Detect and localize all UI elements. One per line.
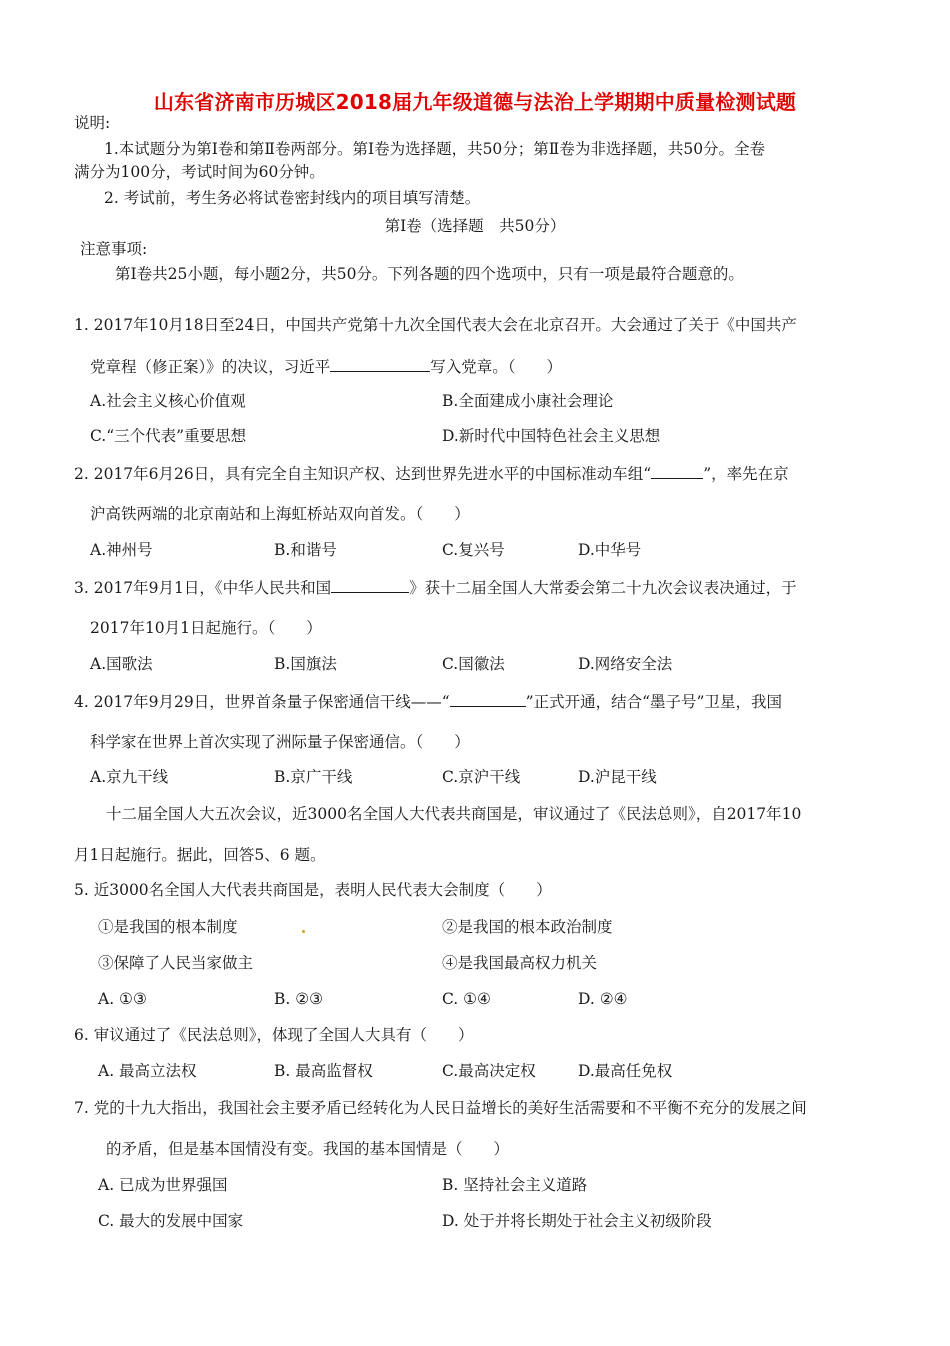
q2-stem-line-1 (74, 463, 789, 483)
q3-option-b: B.国旗法 (274, 655, 337, 673)
q3-stem-line-1-end: 》获十二届全国人大常委会第二十九次会议表决通过，于 (409, 579, 797, 597)
q3-stem-line-2: 2017年10月1日起施行。（ ） (90, 619, 322, 637)
q2-answer-blank (651, 463, 703, 479)
q5-option-c: C. ①④ (442, 990, 491, 1008)
q3-stem-line-1-start: 3. 2017年9月1日，《中华人民共和国 (74, 579, 332, 597)
passage-line-1: 十二届全国人大五次会议，近3000名全国人大代表共商国是，审议通过了《民法总则》，自2017年10 (106, 805, 802, 823)
exam-title: 山东省济南市历城区2018届九年级道德与法治上学期期中质量检测试题 (153, 90, 797, 114)
q5-statement-4: ④是我国最高权力机关 (442, 954, 598, 972)
notes-label: 注意事项: (80, 240, 148, 258)
q1-option-d: D.新时代中国特色社会主义思想 (442, 427, 661, 445)
q5-option-d: D. ②④ (578, 990, 628, 1008)
q4-option-a: A.京九干线 (90, 768, 169, 786)
q4-stem-line-2: 科学家在世界上首次实现了洲际量子保密通信。（ ） (90, 733, 470, 751)
q7-option-a: A. 已成为世界强国 (98, 1176, 228, 1194)
q2-option-d: D.中华号 (578, 541, 642, 559)
q1-answer-blank (330, 356, 430, 372)
q6-option-c: C.最高决定权 (442, 1062, 536, 1080)
q4-stem-line-1 (74, 691, 782, 711)
q5-option-b: B. ②③ (274, 990, 324, 1008)
q7-option-c: C. 最大的发展中国家 (98, 1212, 244, 1230)
instructions-label: 说明: (74, 114, 111, 132)
q3-option-c: C.国徽法 (442, 655, 505, 673)
q5-statement-2: ②是我国的根本政治制度 (442, 918, 613, 936)
q6-stem: 6. 审议通过了《民法总则》，体现了全国人大具有（ ） (74, 1026, 474, 1044)
q2-stem-line-1-end: ”，率先在京 (703, 465, 789, 483)
q7-stem-line-1: 7. 党的十九大指出，我国社会主要矛盾已经转化为人民日益增长的美好生活需要和不平衡不充分的发展之间 (74, 1099, 807, 1117)
q1-stem-line-1: 1. 2017年10月18日至24日，中国共产党第十九次全国代表大会在北京召开。大会通过了关于《中国共产 (74, 316, 797, 334)
decorative-speck (302, 930, 305, 933)
instruction-item-1-line-1: 1.本试题分为第Ⅰ卷和第Ⅱ卷两部分。第Ⅰ卷为选择题，共50分；第Ⅱ卷为非选择题，共50分。全卷 (104, 140, 766, 158)
q4-option-b: B.京广干线 (274, 768, 353, 786)
q4-answer-blank (450, 691, 526, 707)
q5-statement-3: ③保障了人民当家做主 (98, 954, 254, 972)
q5-statement-1: ①是我国的根本制度 (98, 918, 238, 936)
q4-stem-line-1-end: ”正式开通，结合“墨子号”卫星，我国 (525, 693, 782, 711)
q7-option-d: D. 处于并将长期处于社会主义初级阶段 (442, 1212, 712, 1230)
q3-stem-line-1 (74, 577, 797, 597)
q3-answer-blank (331, 577, 409, 593)
q1-stem-line-2-start: 党章程（修正案）》的决议，习近平 (90, 358, 331, 376)
q1-option-c: C.“三个代表”重要思想 (90, 427, 247, 445)
q1-option-b: B.全面建成小康社会理论 (442, 392, 614, 410)
q2-option-c: C.复兴号 (442, 541, 505, 559)
instruction-item-1-line-2: 满分为100分，考试时间为60分钟。 (74, 163, 325, 181)
q7-stem-line-2: 的矛盾，但是基本国情没有变。我国的基本国情是（ ） (106, 1140, 510, 1158)
q1-option-a: A.社会主义核心价值观 (90, 392, 246, 410)
q6-option-d: D.最高任免权 (578, 1062, 673, 1080)
q2-stem-line-2: 沪高铁两端的北京南站和上海虹桥站双向首发。（ ） (90, 505, 470, 523)
q1-stem-line-2 (90, 356, 562, 376)
q2-option-b: B.和谐号 (274, 541, 337, 559)
instruction-item-2: 2. 考试前，考生务必将试卷密封线内的项目填写清楚。 (104, 189, 481, 207)
q6-option-a: A. 最高立法权 (98, 1062, 197, 1080)
q6-option-b: B. 最高监督权 (274, 1062, 373, 1080)
q4-stem-line-1-start: 4. 2017年9月29日，世界首条量子保密通信干线——“ (74, 693, 450, 711)
q3-option-a: A.国歌法 (90, 655, 153, 673)
notes-text: 第Ⅰ卷共25小题，每小题2分，共50分。下列各题的四个选项中，只有一项是最符合题意的。 (115, 265, 744, 283)
passage-line-2: 月1日起施行。据此，回答5、6 题。 (74, 846, 326, 864)
q7-option-b: B. 坚持社会主义道路 (442, 1176, 588, 1194)
q5-stem: 5. 近3000名全国人大代表共商国是，表明人民代表大会制度（ ） (74, 881, 552, 899)
q3-option-d: D.网络安全法 (578, 655, 673, 673)
q1-stem-line-2-end: 写入党章。（ ） (430, 358, 563, 376)
q2-stem-line-1-start: 2. 2017年6月26日，具有完全自主知识产权、达到世界先进水平的中国标准动车组“ (74, 465, 652, 483)
q2-option-a: A.神州号 (90, 541, 153, 559)
section-title: 第Ⅰ卷（选择题 共50分） (384, 217, 566, 235)
q4-option-d: D.沪昆干线 (578, 768, 657, 786)
q4-option-c: C.京沪干线 (442, 768, 521, 786)
q5-option-a: A. ①③ (98, 990, 147, 1008)
